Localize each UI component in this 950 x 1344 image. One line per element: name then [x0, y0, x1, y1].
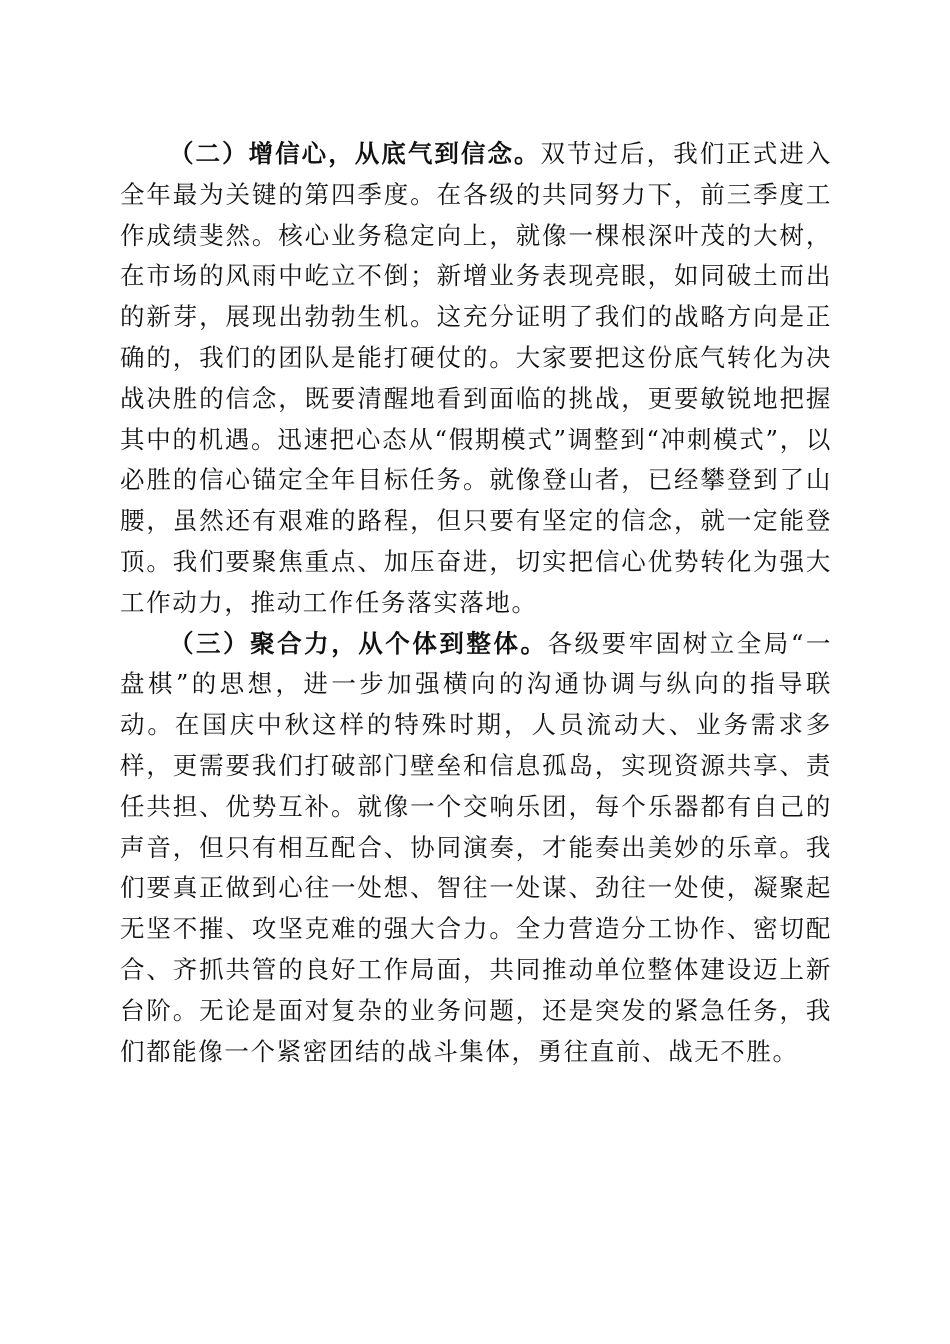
paragraph-section-3	[120, 624, 832, 1073]
paragraph-section-2	[120, 134, 832, 624]
paragraph-text-3: 各级要牢固树立全局“一盘棋”的思想，进一步加强横向的沟通协调与纵向的指导联动。在国庆中秋这样的特殊时期，人员流动大、业务需求多样，更需要我们打破部门壁垒和信息孤岛，实现资源共享、责任共担、优势互补。就像一个交响乐团，每个乐器都有自己的声音，但只有相互配合、协同演奏，才能奏出美妙的乐章。我们要真正做到心往一处想、智往一处谋、劲往一处使，凝聚起无坚不摧、攻坚克难的强大合力。全力营造分工协作、密切配合、齐抓共管的良好工作局面，共同推动单位整体建设迈上新台阶。无论是面对复杂的业务问题，还是突发的紧急任务，我们都能像一个紧密团结的战斗集体，勇往直前、战无不胜。	[120, 628, 833, 1066]
paragraph-text-2: 双节过后，我们正式进入全年最为关键的第四季度。在各级的共同努力下，前三季度工作成绩斐然。核心业务稳定向上，就像一棵根深叶茂的大树，在市场的风雨中屹立不倒；新增业务表现亮眼，如同破土而出的新芽，展现出勃勃生机。这充分证明了我们的战略方向是正确的，我们的团队是能打硬仗的。大家要把这份底气转化为决战决胜的信念，既要清醒地看到面临的挑战，更要敏锐地把握其中的机遇。迅速把心态从“假期模式”调整到“冲刺模式”，以必胜的信心锚定全年目标任务。就像登山者，已经攀登到了山腰，虽然还有艰难的路程，但只要有坚定的信念，就一定能登顶。我们要聚焦重点、加压奋进，切实把信心优势转化为强大工作动力，推动工作任务落实落地。	[120, 139, 832, 617]
section-heading-2: （二）增信心，从底气到信念。	[169, 139, 541, 168]
section-heading-3: （三）聚合力，从个体到整体。	[169, 628, 548, 658]
document-body	[120, 134, 832, 1072]
